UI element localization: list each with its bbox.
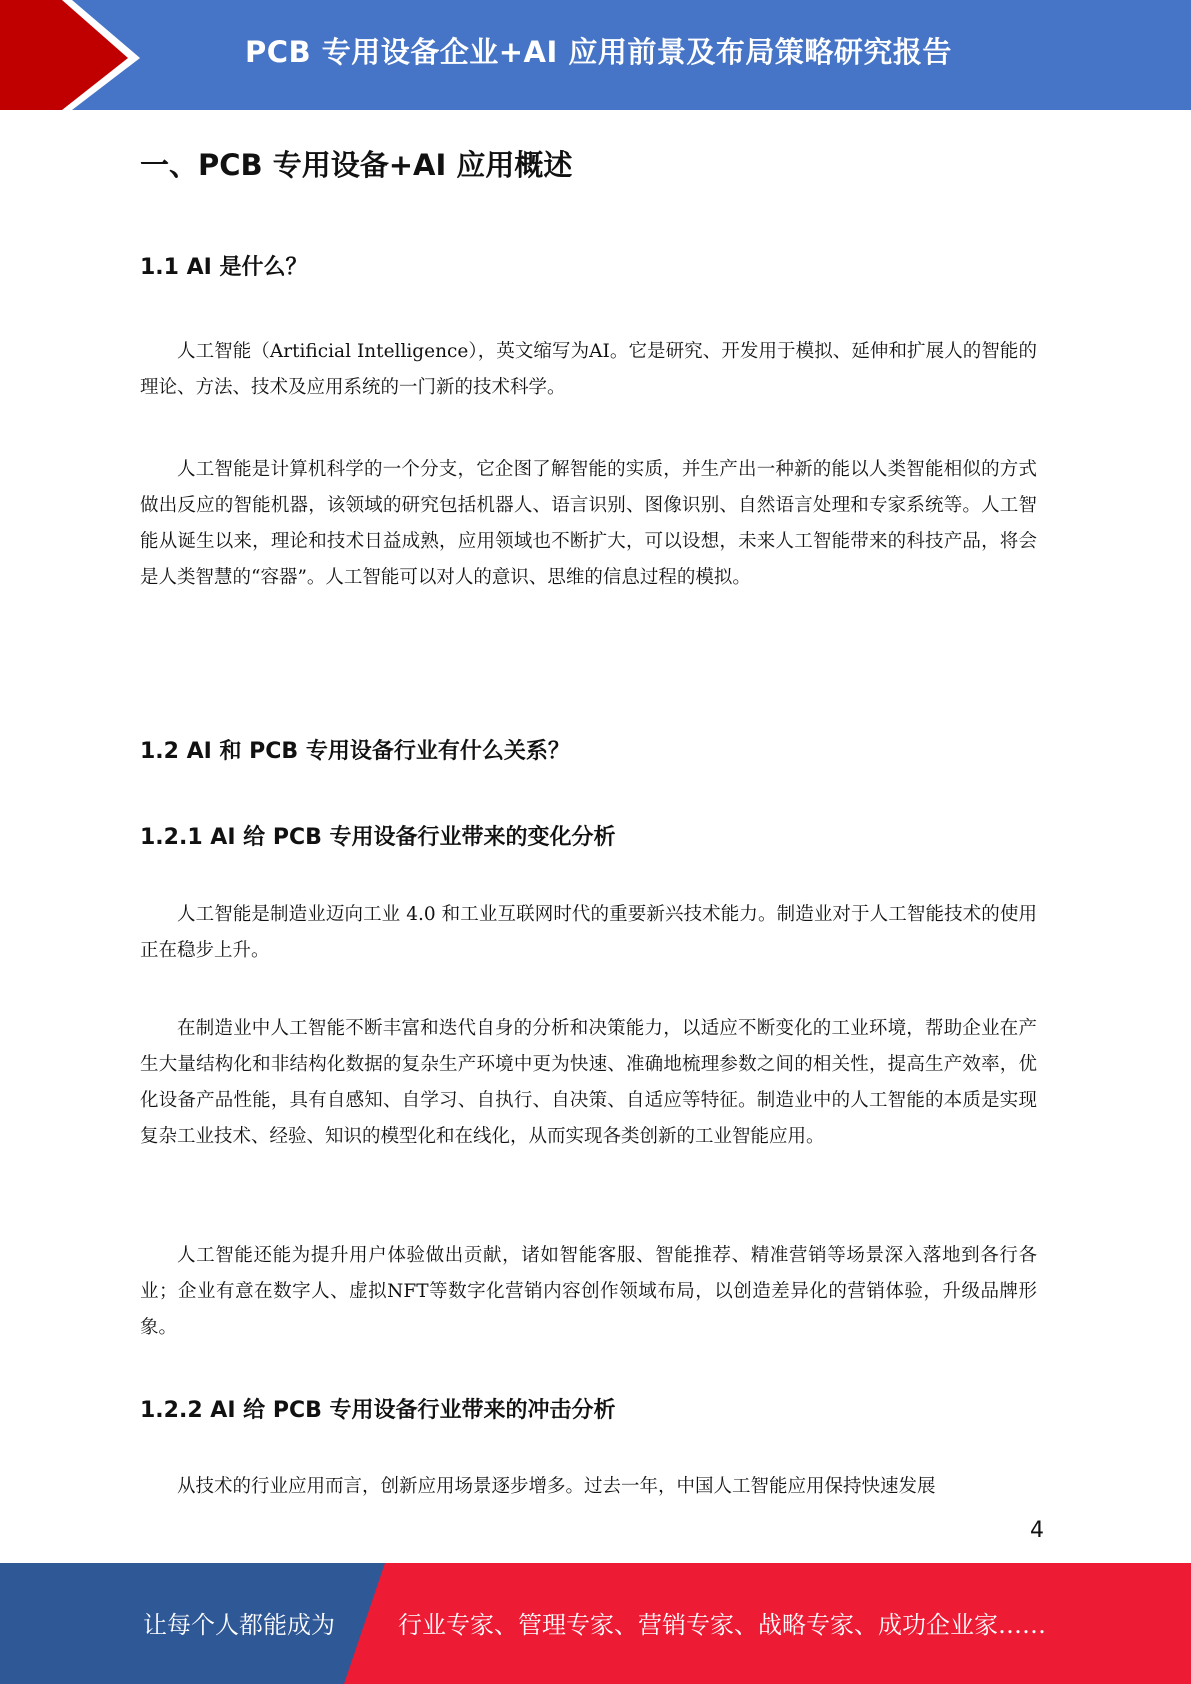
paragraph: 人工智能（Artificial Intelligence），英文缩写为AI。它是研究、开发用于模拟、延伸和扩展人的智能的理论、方法、技术及应用系统的一门新的技术科学。: [140, 341, 1037, 398]
paragraph: 人工智能是计算机科学的一个分支，它企图了解智能的实质，并生产出一种新的能以人类智能相似的方式做出反应的智能机器，该领域的研究包括机器人、语言识别、图像识别、自然语言处理和专家系统等。人工智能从诞生以来，理论和技术日益成熟，应用领域也不断扩大，可以设想，未来人工智能带来的科技产品，将会是人类智慧的“容器”。人工智能可以对人的意识、思维的信息过程的模拟。: [140, 459, 1037, 588]
heading-1-2-1: 1.2.1 AI 给 PCB 专用设备行业带来的变化分析: [140, 825, 616, 850]
paragraph: 从技术的行业应用而言，创新应用场景逐步增多。过去一年，中国人工智能应用保持快速发展: [177, 1476, 936, 1497]
page-number: 4: [1030, 1518, 1044, 1543]
page-header: [0, 0, 1191, 110]
footer-slogan-right: 行业专家、管理专家、营销专家、战略专家、成功企业家……: [398, 1611, 1046, 1639]
paragraph: 人工智能还能为提升用户体验做出贡献，诸如智能客服、智能推荐、精准营销等场景深入落地到各行各业；企业有意在数字人、虚拟NFT等数字化营销内容创作领域布局，以创造差异化的营销体验，升级品牌形象。: [140, 1245, 1037, 1338]
report-title: PCB 专用设备企业+AI 应用前景及布局策略研究报告: [245, 35, 952, 69]
section-title: 一、PCB 专用设备+AI 应用概述: [140, 148, 573, 182]
paragraph: 在制造业中人工智能不断丰富和迭代自身的分析和决策能力，以适应不断变化的工业环境，帮助企业在产生大量结构化和非结构化数据的复杂生产环境中更为快速、准确地梳理参数之间的相关性，提高生产效率，优化设备产品性能，具有自感知、自学习、自执行、自决策、自适应等特征。制造业中的人工智能的本质是实现复杂工业技术、经验、知识的模型化和在线化，从而实现各类创新的工业智能应用。: [140, 1018, 1037, 1147]
header-arrow-decoration: [0, 0, 160, 110]
footer-slogan-left: 让每个人都能成为: [143, 1611, 335, 1639]
heading-1-1: 1.1 AI 是什么？: [140, 255, 308, 280]
heading-1-2: 1.2 AI 和 PCB 专用设备行业有什么关系？: [140, 739, 570, 764]
page-footer: [0, 1563, 1191, 1684]
heading-1-2-2: 1.2.2 AI 给 PCB 专用设备行业带来的冲击分析: [140, 1398, 616, 1423]
paragraph: 人工智能是制造业迈向工业 4.0 和工业互联网时代的重要新兴技术能力。制造业对于人工智能技术的使用正在稳步上升。: [140, 904, 1037, 961]
